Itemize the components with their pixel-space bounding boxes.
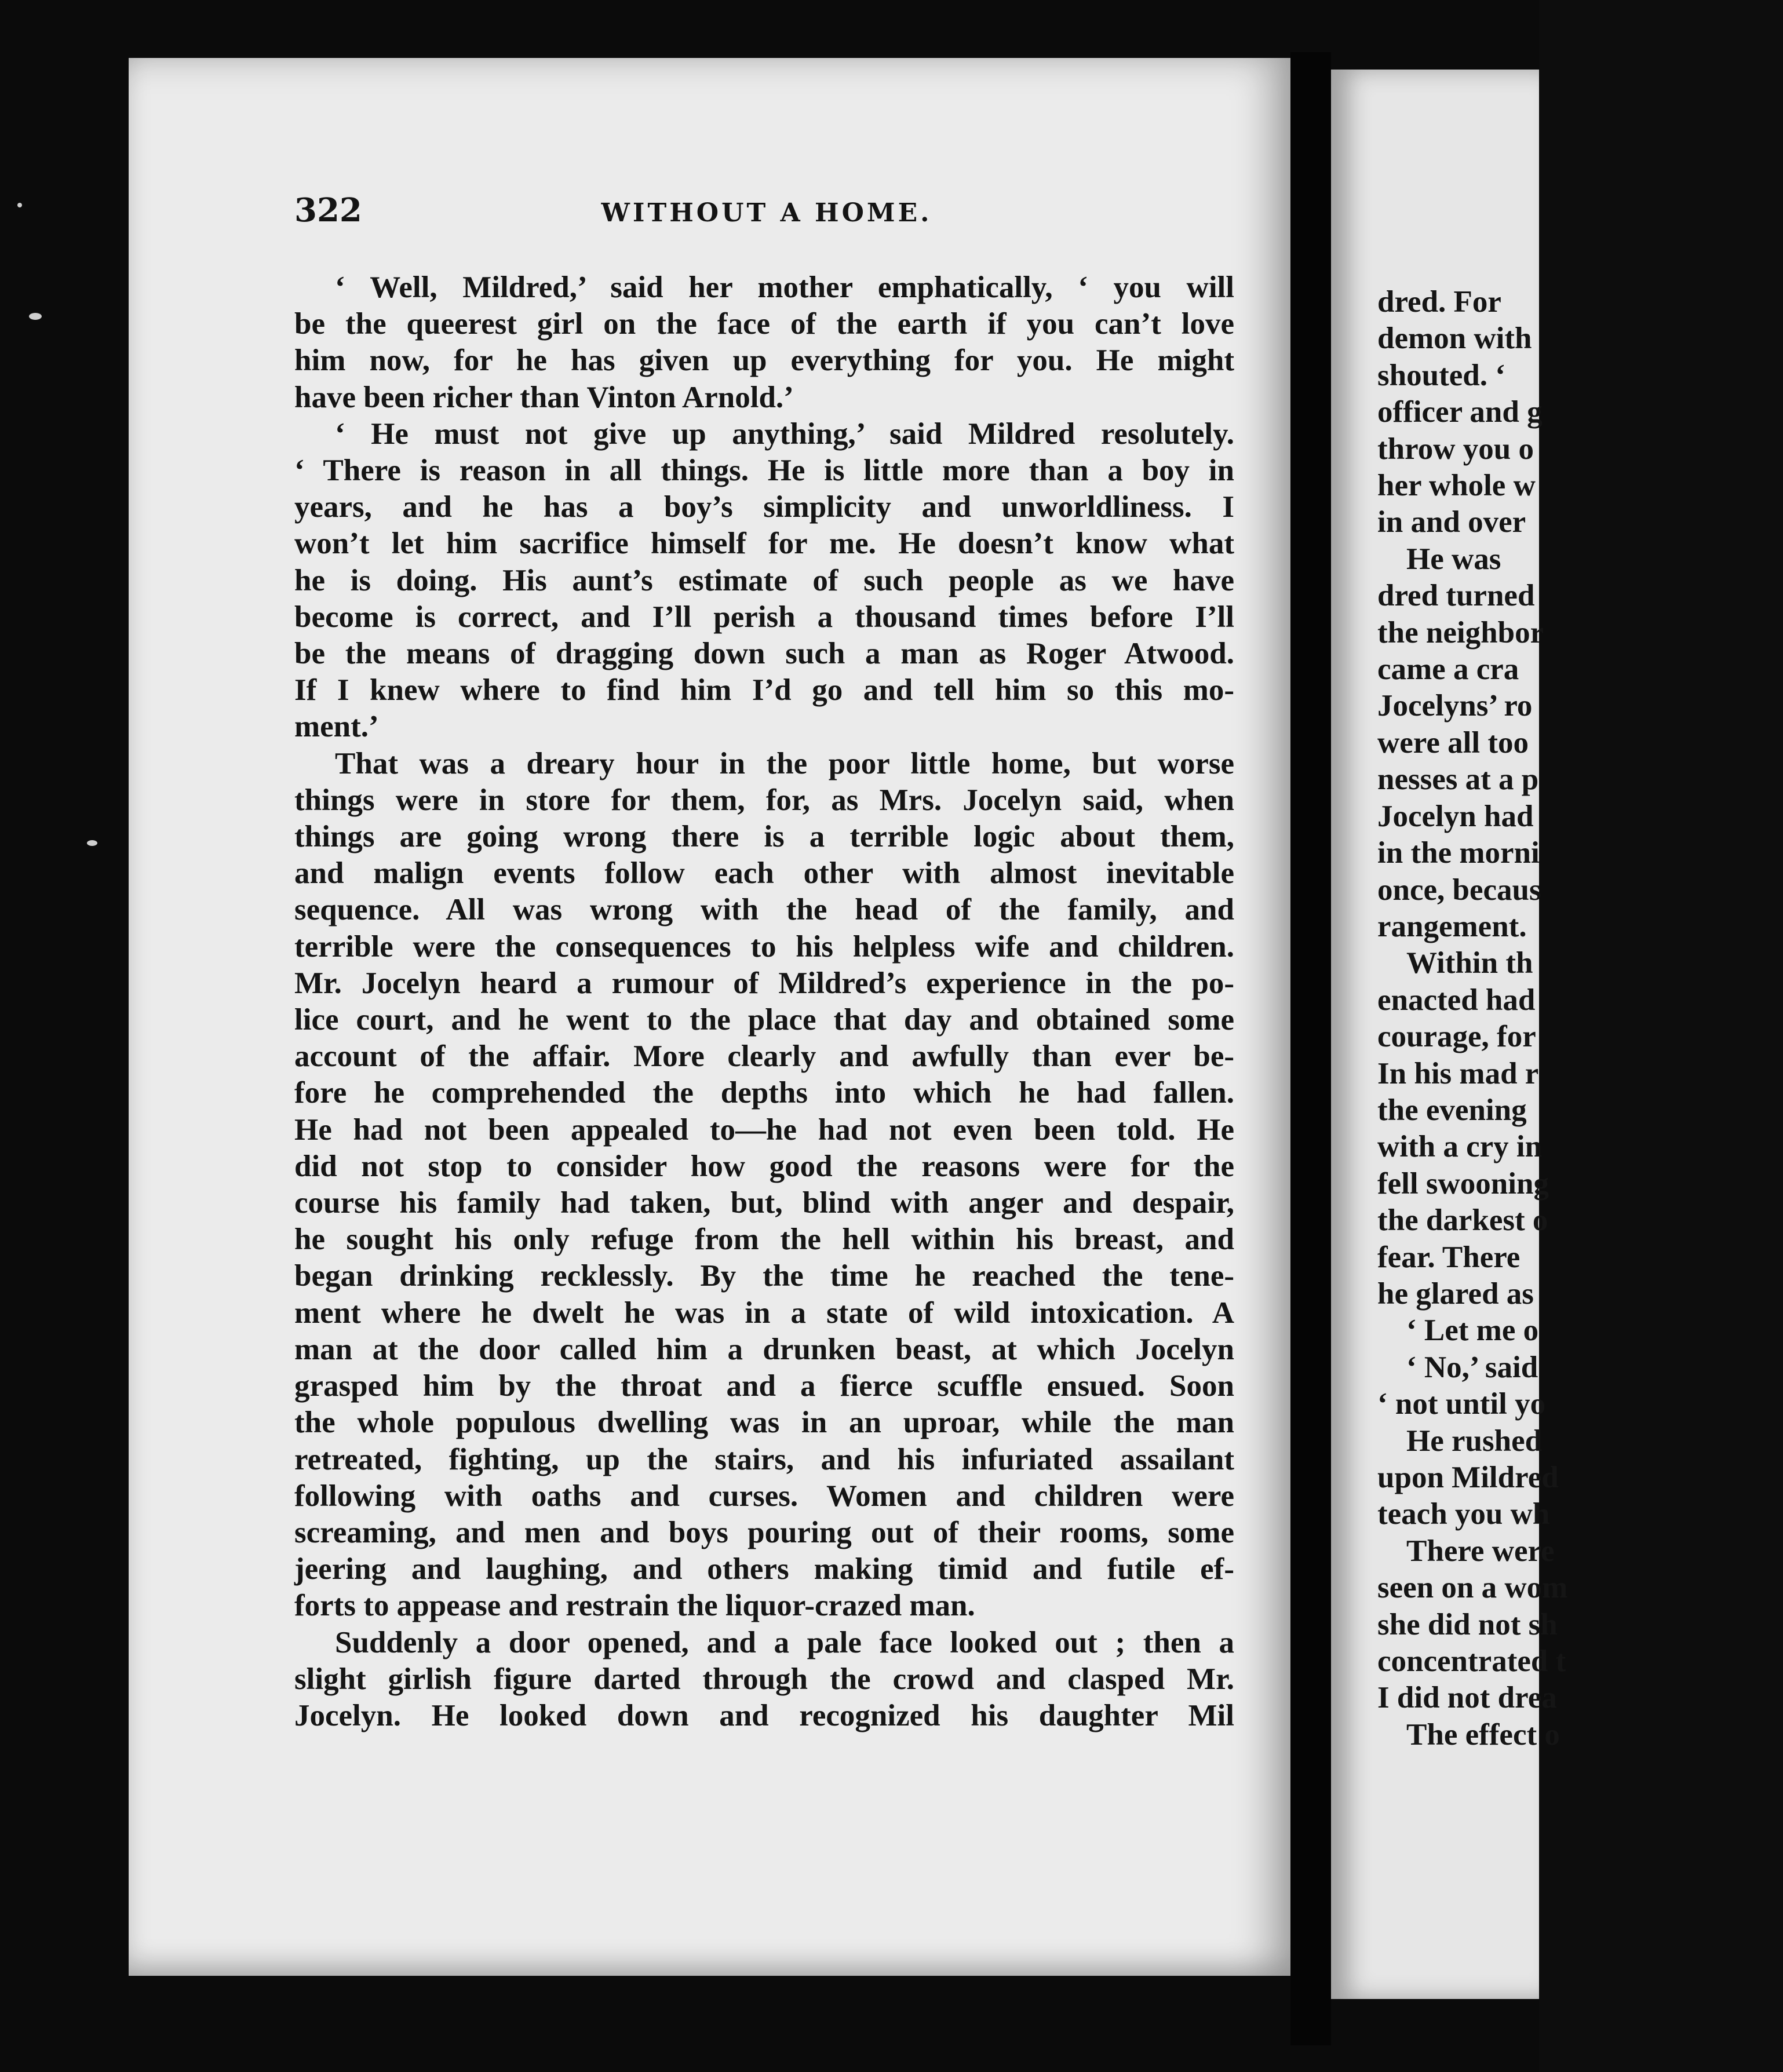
text-line: He was xyxy=(1406,542,1501,576)
text-line: Within th xyxy=(1406,946,1533,980)
text-line: in and over xyxy=(1377,505,1526,539)
page-header xyxy=(294,133,1239,229)
text-line: be the queerest girl on the face of the earth if you can’t love xyxy=(294,307,1234,341)
text-line: ‘ He must not give up anything,’ said Mildred resolutely. xyxy=(335,417,1234,451)
right-page xyxy=(1331,70,1568,1999)
text-line: retreated, fighting, up the stairs, and his infuriated assailant xyxy=(294,1442,1234,1476)
page-gutter xyxy=(1290,52,1331,2045)
left-page-body xyxy=(294,269,1234,1734)
text-line: Mr. Jocelyn heard a rumour of Mildred’s experience in the po- xyxy=(294,966,1234,1000)
text-line: officer and g xyxy=(1377,395,1543,429)
text-line: forts to appease and restrain the liquor-crazed man. xyxy=(294,1589,975,1623)
text-line: teach you wh xyxy=(1377,1497,1550,1531)
text-line: grasped him by the throat and a fierce scuffle ensued. Soon xyxy=(294,1369,1234,1403)
text-line: lice court, and he went to the place that day and obtained some xyxy=(294,1003,1234,1037)
text-line: did not stop to consider how good the reasons were for the xyxy=(294,1149,1234,1183)
text-line: I did not drea xyxy=(1377,1681,1557,1715)
right-page-body xyxy=(1377,284,1783,1753)
text-line: him now, for he has given up everything for you. He might xyxy=(294,344,1234,378)
text-line: dred. For xyxy=(1377,285,1501,319)
text-line: course his family had taken, but, blind with anger and despair, xyxy=(294,1186,1234,1220)
text-line: That was a dreary hour in the poor little home, but worse xyxy=(335,746,1234,780)
text-line: courage, for xyxy=(1377,1020,1536,1054)
text-line: account of the affair. More clearly and awfully than ever be- xyxy=(294,1039,1234,1074)
text-line: and malign events follow each other with almost inevitable xyxy=(294,856,1234,891)
text-line: the neighbor xyxy=(1377,615,1544,650)
text-line: slight girlish figure darted through the crowd and clasped Mr. xyxy=(294,1662,1234,1696)
text-line: years, and he has a boy’s simplicity and unworldliness. I xyxy=(294,490,1234,524)
scan-speck xyxy=(29,313,42,320)
text-line: In his mad r xyxy=(1377,1056,1539,1090)
text-line: fore he comprehended the depths into which he had fallen. xyxy=(294,1076,1234,1110)
text-line: following with oaths and curses. Women and children were xyxy=(294,1479,1234,1513)
text-line: man at the door called him a drunken beast, at which Jocelyn xyxy=(294,1332,1234,1366)
text-line: throw you o xyxy=(1377,432,1534,466)
text-line: began drinking recklessly. By the time he reached the tene- xyxy=(294,1259,1234,1293)
text-line: he glared as xyxy=(1377,1276,1534,1311)
text-line: fell swooning xyxy=(1377,1166,1549,1201)
scan-speck xyxy=(87,840,97,846)
text-line: her whole w xyxy=(1377,469,1536,503)
text-line: He had not been appealed to—he had not even been told. He xyxy=(294,1112,1234,1147)
text-line: ment.’ xyxy=(294,710,379,744)
text-line: he sought his only refuge from the hell within his breast, and xyxy=(294,1223,1234,1257)
text-line: the darkest o xyxy=(1377,1203,1548,1238)
text-line: If I knew where to find him I’d go and tell him so this mo- xyxy=(294,673,1234,707)
text-line: things were in store for them, for, as Mrs. Jocelyn said, when xyxy=(294,783,1234,817)
text-line: once, becaus xyxy=(1377,873,1541,907)
text-line: ‘ not until yo xyxy=(1377,1387,1546,1421)
text-line: enacted had xyxy=(1377,983,1536,1017)
text-line: Jocelyn had xyxy=(1377,799,1534,833)
text-line: rangement. xyxy=(1377,909,1527,943)
text-line: were all too xyxy=(1377,725,1529,760)
text-line: shouted. ‘ xyxy=(1377,358,1505,392)
text-line: with a cry in xyxy=(1377,1130,1543,1164)
text-line: she did not sh xyxy=(1377,1607,1558,1641)
text-line: ment where he dwelt he was in a state of wild intoxication. A xyxy=(294,1296,1234,1330)
text-line: ‘ Let me o xyxy=(1406,1314,1539,1348)
text-line: he is doing. His aunt’s estimate of such people as we have xyxy=(294,563,1234,597)
text-line: things are going wrong there is a terrible logic about them, xyxy=(294,820,1234,854)
text-line: Jocelyns’ ro xyxy=(1377,689,1533,723)
text-line: came a cra xyxy=(1377,652,1519,687)
text-line: seen on a wom xyxy=(1377,1571,1568,1605)
text-line: concentrated t xyxy=(1377,1644,1566,1679)
text-line: upon Mildred xyxy=(1377,1461,1559,1494)
text-line: fear. There xyxy=(1377,1240,1521,1274)
text-line: have been richer than Vinton Arnold.’ xyxy=(294,380,794,414)
page-number: 322 xyxy=(294,191,362,229)
text-line: the whole populous dwelling was in an uproar, while the man xyxy=(294,1406,1234,1440)
text-line: the evening xyxy=(1377,1093,1527,1127)
text-line: nesses at a p xyxy=(1377,763,1539,797)
text-line: become is correct, and I’ll perish a thousand times before I’ll xyxy=(294,600,1234,634)
running-title: WITHOUT A HOME. xyxy=(601,198,932,228)
text-line: in the morni xyxy=(1377,836,1540,870)
scan-speck xyxy=(17,203,22,207)
text-line: be the means of dragging down such a man as Roger Atwood. xyxy=(294,637,1234,671)
text-line: He rushed xyxy=(1406,1424,1543,1458)
text-line: ‘ No,’ said xyxy=(1406,1350,1538,1384)
text-line: demon with xyxy=(1377,322,1532,356)
text-line: There were xyxy=(1406,1534,1555,1568)
text-line: The effect o xyxy=(1406,1717,1560,1752)
text-line: ‘ There is reason in all things. He is little more than a boy in xyxy=(294,454,1234,488)
text-line: screaming, and men and boys pouring out of their rooms, some xyxy=(294,1515,1234,1549)
text-line: Jocelyn. He looked down and recognized his daughter Mil xyxy=(294,1698,1234,1732)
text-line: terrible were the consequences to his helpless wife and children. xyxy=(294,929,1234,964)
text-line: Suddenly a door opened, and a pale face looked out ; then a xyxy=(335,1625,1234,1659)
text-line: jeering and laughing, and others making timid and futile ef- xyxy=(294,1552,1234,1586)
text-line: ‘ Well, Mildred,’ said her mother emphatically, ‘ you will xyxy=(335,271,1234,304)
text-line: dred turned xyxy=(1377,579,1535,613)
text-line: sequence. All was wrong with the head of the family, and xyxy=(294,893,1234,927)
text-line: won’t let him sacrifice himself for me. He doesn’t know what xyxy=(294,527,1234,561)
